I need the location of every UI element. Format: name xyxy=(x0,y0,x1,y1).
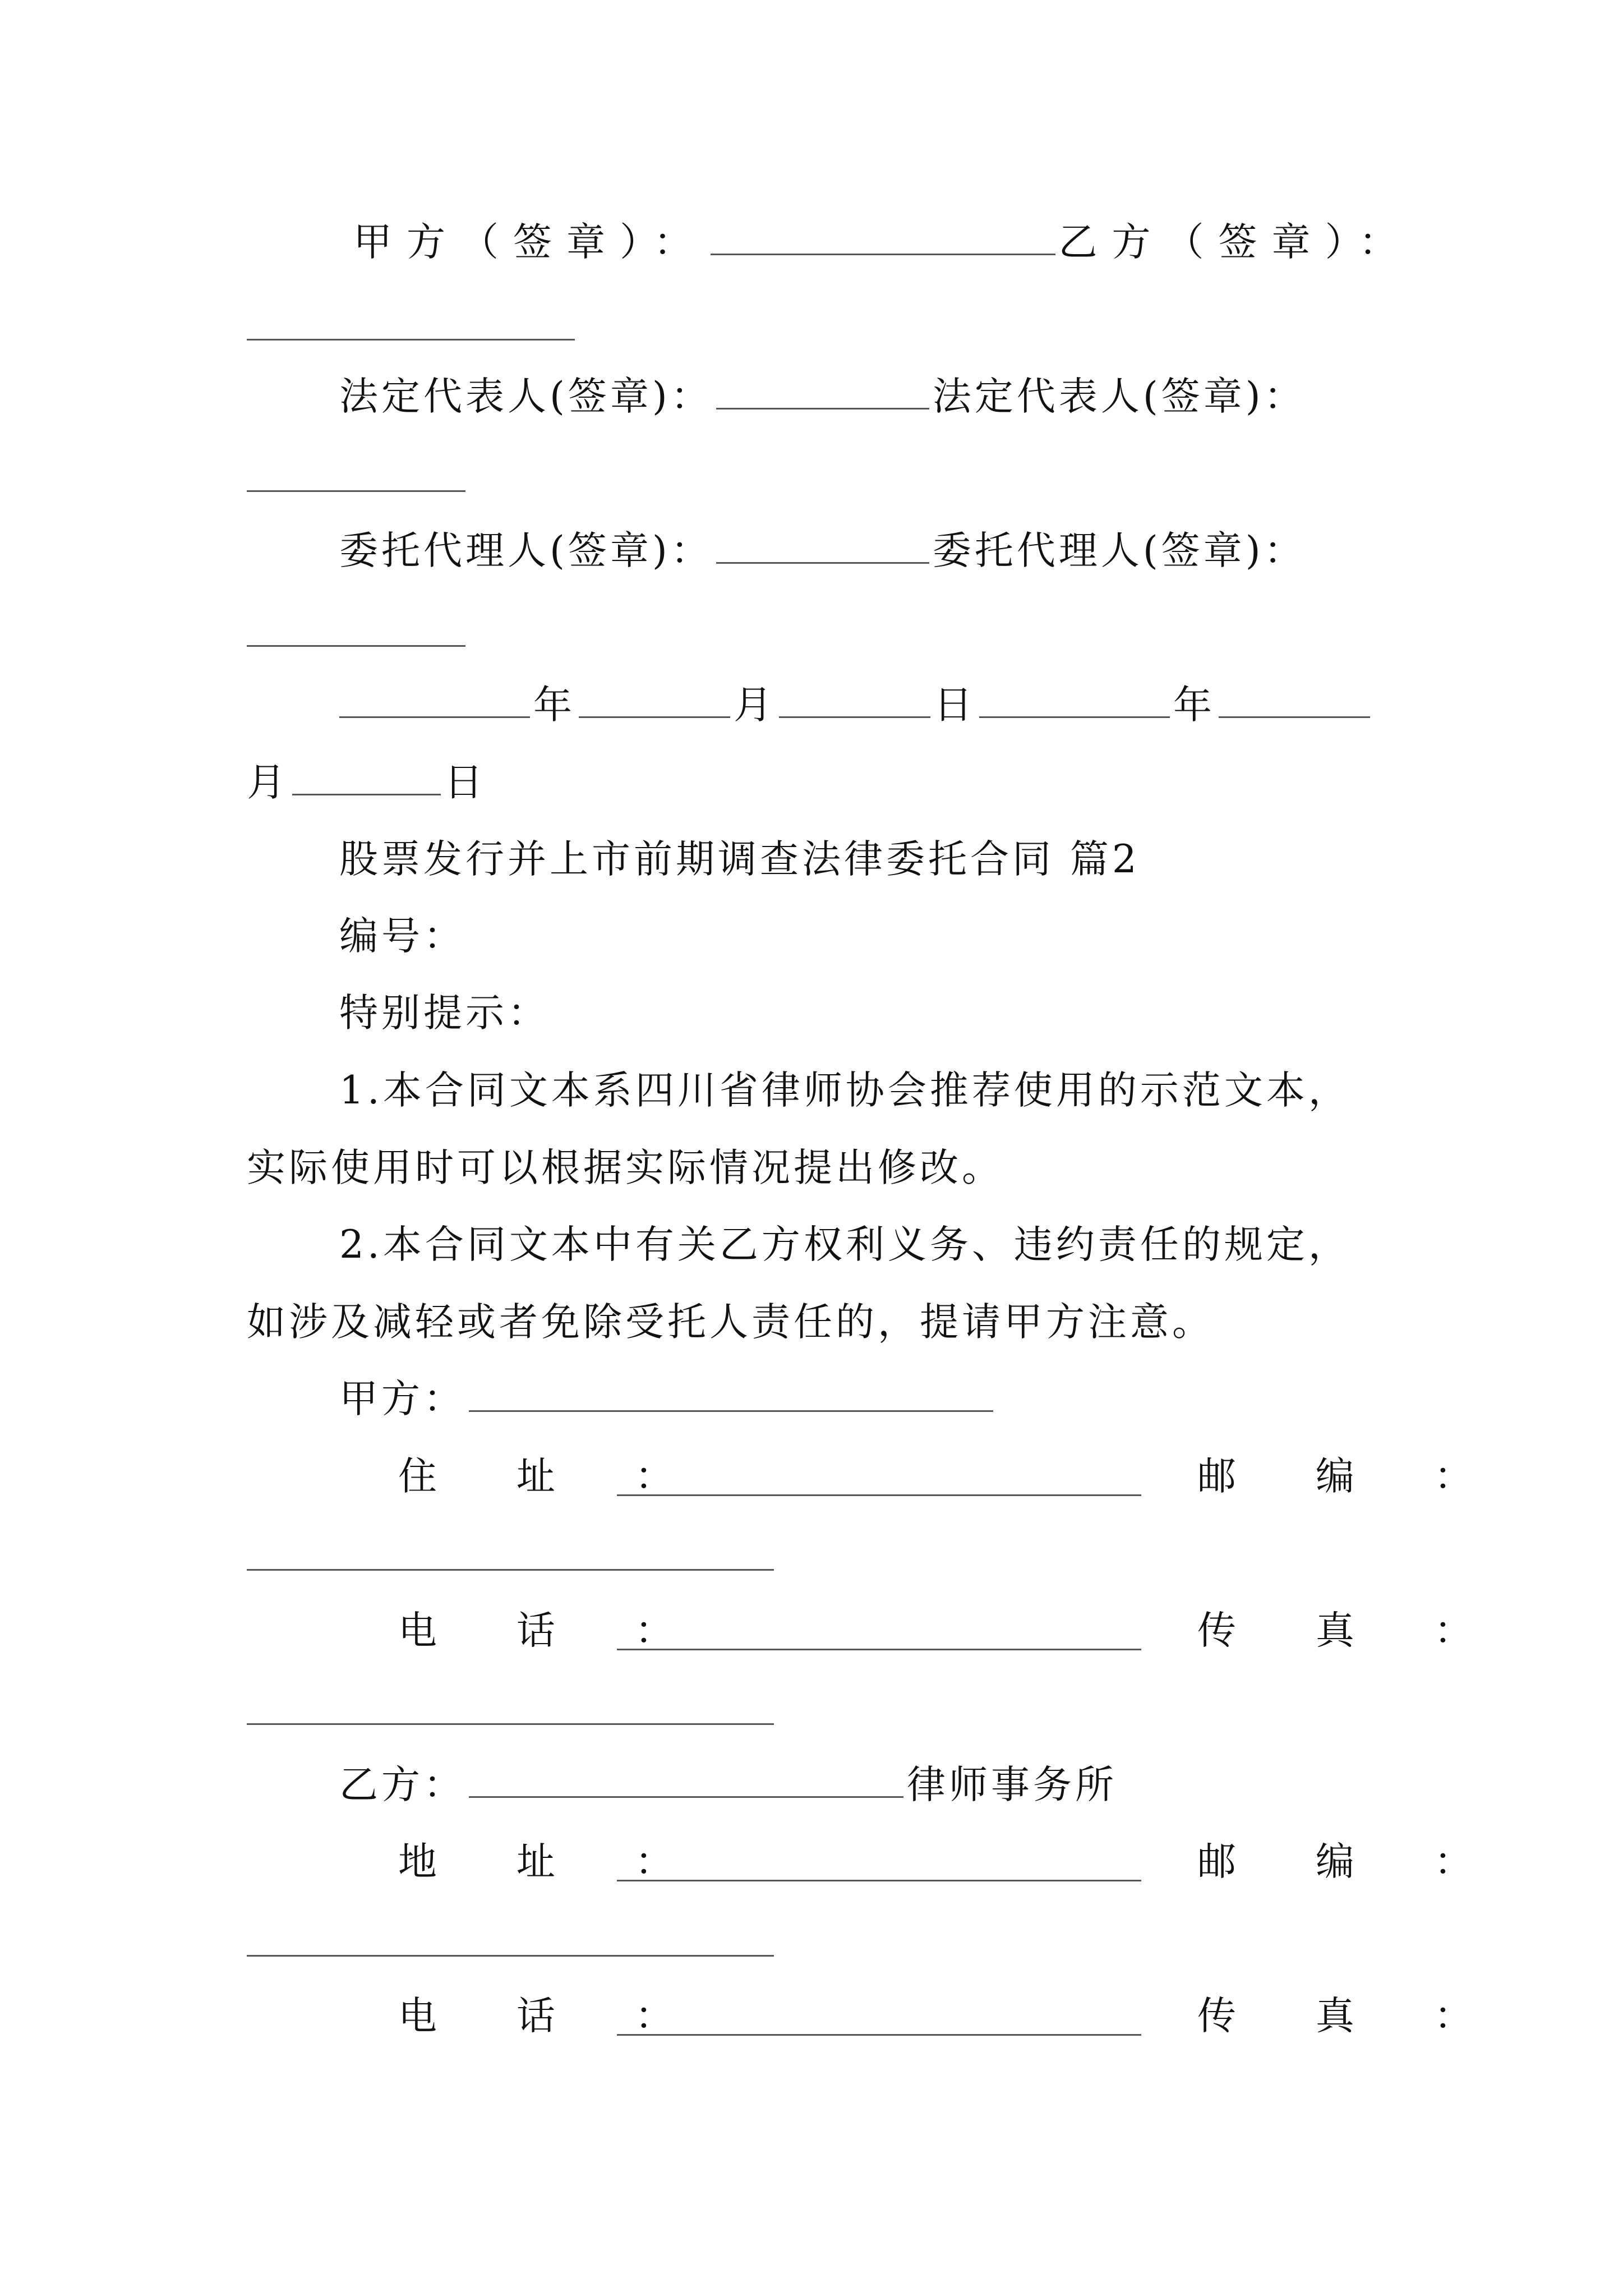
party-b-address-line xyxy=(398,1839,707,1884)
month-b-label: 月 xyxy=(247,760,289,805)
party-a-line xyxy=(339,1377,997,1421)
year-a-blank xyxy=(339,716,530,718)
notice-1-line-1: 1.本合同文本系四川省律师协会推荐使用的示范文本， xyxy=(339,1068,1350,1113)
party-b-phone-blank xyxy=(617,2034,1141,2036)
day-a-blank xyxy=(779,716,930,718)
party-b-postcode-line xyxy=(1197,1839,1506,1884)
party-b-name-blank xyxy=(469,1796,903,1798)
party-b-postcode-blank xyxy=(247,1955,774,1957)
month-a-label: 月 xyxy=(734,683,776,728)
party-b-postcode-label: 邮 编 ： xyxy=(1197,1839,1506,1884)
party-b-label: 乙方： xyxy=(339,1763,465,1807)
party-a-address-line xyxy=(398,1454,707,1499)
party-b-phone-line xyxy=(398,1994,707,2039)
party-a-address-label: 住 址 ： xyxy=(398,1454,707,1499)
legal-rep-a-blank xyxy=(716,407,929,409)
day-b-blank xyxy=(292,793,441,795)
party-a-fax-label: 传 真 ： xyxy=(1197,1608,1506,1653)
year-b-label: 年 xyxy=(1173,683,1215,728)
month-a-blank xyxy=(579,716,730,718)
party-a-postcode-blank xyxy=(247,1569,774,1571)
party-a-name-blank xyxy=(469,1410,993,1412)
month-b-blank-start xyxy=(1219,716,1370,718)
contract-title: 股票发行并上市前期调查法律委托合同 篇2 xyxy=(339,837,1140,882)
date-line xyxy=(339,683,1373,728)
party-a-phone-label: 电 话 ： xyxy=(398,1608,707,1653)
party-b-address-label: 地 址 ： xyxy=(398,1839,707,1884)
legal-rep-b-blank xyxy=(247,490,465,492)
party-b-phone-label: 电 话 ： xyxy=(398,1994,707,2039)
year-a-label: 年 xyxy=(533,683,575,728)
party-b-fax-label: 传 真 ： xyxy=(1197,1994,1506,2039)
party-b-suffix: 律师事务所 xyxy=(907,1763,1117,1807)
legal-rep-line xyxy=(339,374,1306,419)
agent-a-label: 委托代理人(签章)： xyxy=(339,528,713,573)
notice-2-line-2: 如涉及减轻或者免除受托人责任的，提请甲方注意。 xyxy=(247,1300,1214,1345)
party-a-phone-line xyxy=(398,1608,707,1653)
party-a-seal-label: 甲方（签章）： xyxy=(353,220,707,265)
day-b-label: 日 xyxy=(444,760,486,805)
contract-number-label: 编号： xyxy=(339,914,465,959)
party-a-postcode-line xyxy=(1197,1454,1506,1499)
party-a-fax-blank xyxy=(247,1723,774,1725)
party-a-fax-line xyxy=(1197,1608,1506,1653)
party-a-seal-blank xyxy=(711,253,1055,255)
legal-rep-a-label: 法定代表人(签章)： xyxy=(339,374,713,419)
year-b-blank xyxy=(979,716,1170,718)
legal-rep-b-label: 法定代表人(签章)： xyxy=(932,374,1306,419)
date-line-continued xyxy=(247,760,486,805)
agent-b-label: 委托代理人(签章)： xyxy=(932,528,1306,573)
party-b-fax-line xyxy=(1197,1994,1506,2039)
party-b-seal-label: 乙方（签章）： xyxy=(1058,220,1412,265)
special-notice-label: 特别提示： xyxy=(339,991,550,1036)
agent-a-blank xyxy=(716,562,929,564)
party-b-seal-blank xyxy=(247,339,575,341)
party-b-address-blank xyxy=(617,1880,1141,1881)
party-b-line xyxy=(339,1763,1117,1807)
notice-2-line-1: 2.本合同文本中有关乙方权利义务、违约责任的规定， xyxy=(339,1222,1350,1267)
party-a-label: 甲方： xyxy=(339,1377,465,1421)
notice-1-line-2: 实际使用时可以根据实际情况提出修改。 xyxy=(247,1145,1004,1190)
day-a-label: 日 xyxy=(934,683,976,728)
party-a-seal-line xyxy=(353,220,1412,265)
agent-b-blank xyxy=(247,645,465,647)
party-a-phone-blank xyxy=(617,1649,1141,1650)
agent-line xyxy=(339,528,1306,573)
party-a-address-blank xyxy=(617,1494,1141,1496)
party-a-postcode-label: 邮 编 ： xyxy=(1197,1454,1506,1499)
